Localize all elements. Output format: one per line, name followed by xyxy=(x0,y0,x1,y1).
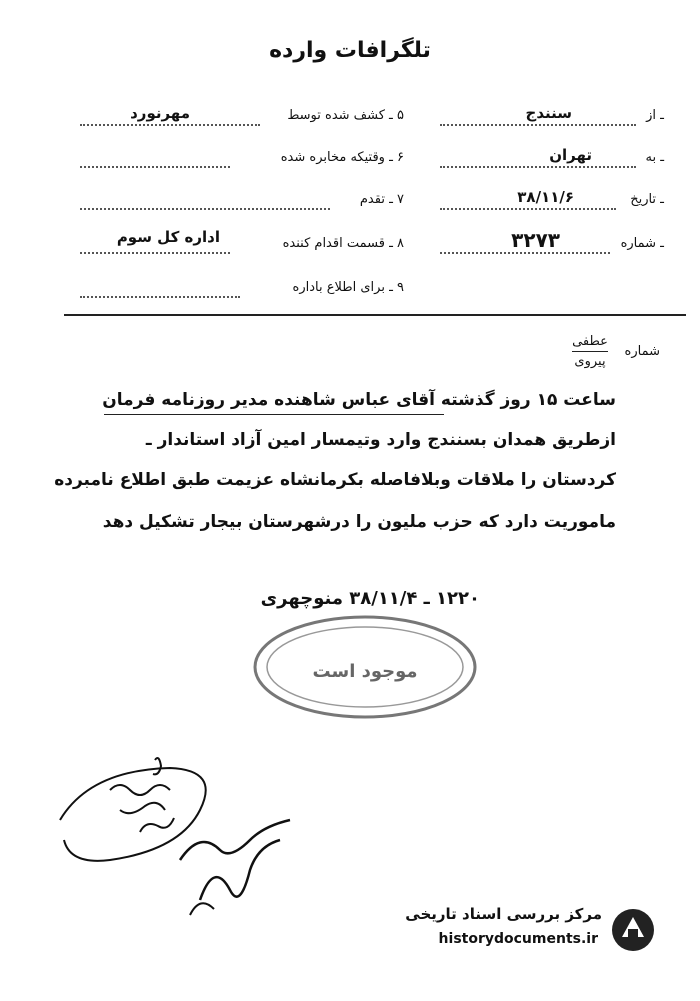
field-date-dots xyxy=(440,208,616,210)
archive-logo-icon xyxy=(610,907,656,953)
handwritten-notes xyxy=(50,750,330,930)
signature-line: ۱۲۲۰ ـ ۳۸/۱۱/۴ منوچهری xyxy=(260,588,480,609)
field-action-dept-value: اداره کل سوم xyxy=(116,228,220,246)
field-number-label: ـ شماره xyxy=(620,236,664,251)
field-to-label: ـ به xyxy=(645,150,664,165)
field-from-dots xyxy=(440,124,636,126)
field-to-value: تهران xyxy=(549,146,592,164)
field-number-dots xyxy=(440,252,610,254)
field-decoded-by-label: ۵ ـ کشف شده توسط xyxy=(287,108,404,123)
ref-label: شماره xyxy=(624,344,660,359)
field-for-info-label: ۹ ـ برای اطلاع باداره xyxy=(292,280,404,295)
field-date-label: ـ تاریخ xyxy=(630,192,664,207)
body-underline xyxy=(104,414,444,415)
field-priority-dots xyxy=(80,208,330,210)
field-priority-label: ۷ ـ تقدم xyxy=(359,192,404,207)
field-sent-time-label: ۶ ـ وقتیکه مخابره شده xyxy=(280,150,404,165)
field-action-dept-label: ۸ ـ قسمت اقدام کننده xyxy=(282,236,404,251)
body-line-3: کردستان را ملاقات وبلافاصله بکرمانشاه عزیمت طبق اطلاع نامبرده xyxy=(54,470,616,490)
archive-watermark xyxy=(390,901,660,961)
stamp-text: موجود است xyxy=(312,661,418,682)
field-decoded-by-dots xyxy=(80,124,260,126)
ref-fraction xyxy=(572,334,608,369)
oval-stamp xyxy=(250,612,480,722)
body-line-2: ازطریق همدان بسنندج وارد وتیمسار امین آزاد استاندار ـ xyxy=(145,430,616,450)
field-date-value: ۳۸/۱۱/۶ xyxy=(517,188,574,206)
field-to-dots xyxy=(440,166,636,168)
field-decoded-by-value: مهرنورد xyxy=(130,104,190,122)
field-from-label: ـ از xyxy=(646,108,664,123)
ref-fraction-top: عطفی xyxy=(572,334,608,352)
document-title: تلگرافات وارده xyxy=(269,38,431,63)
ref-fraction-bottom: پیروی xyxy=(574,354,606,369)
field-for-info-dots xyxy=(80,296,240,298)
field-number-value: ۳۲۷۳ xyxy=(511,228,560,252)
archive-name: مرکز بررسی اسناد تاریخی xyxy=(405,905,602,923)
body-line-4: ماموریت دارد که حزب ملیون را درشهرستان بیجار تشکیل دهد xyxy=(102,512,616,532)
archive-url: historydocuments.ir xyxy=(438,931,598,947)
body-line-1: ساعت ۱۵ روز گذشته آقای عباس شاهنده مدیر روزنامه فرمان xyxy=(102,390,616,410)
header-divider xyxy=(64,314,686,316)
field-from-value: سنندج xyxy=(525,104,572,122)
field-sent-time-dots xyxy=(80,166,230,168)
field-action-dept-dots xyxy=(80,252,230,254)
